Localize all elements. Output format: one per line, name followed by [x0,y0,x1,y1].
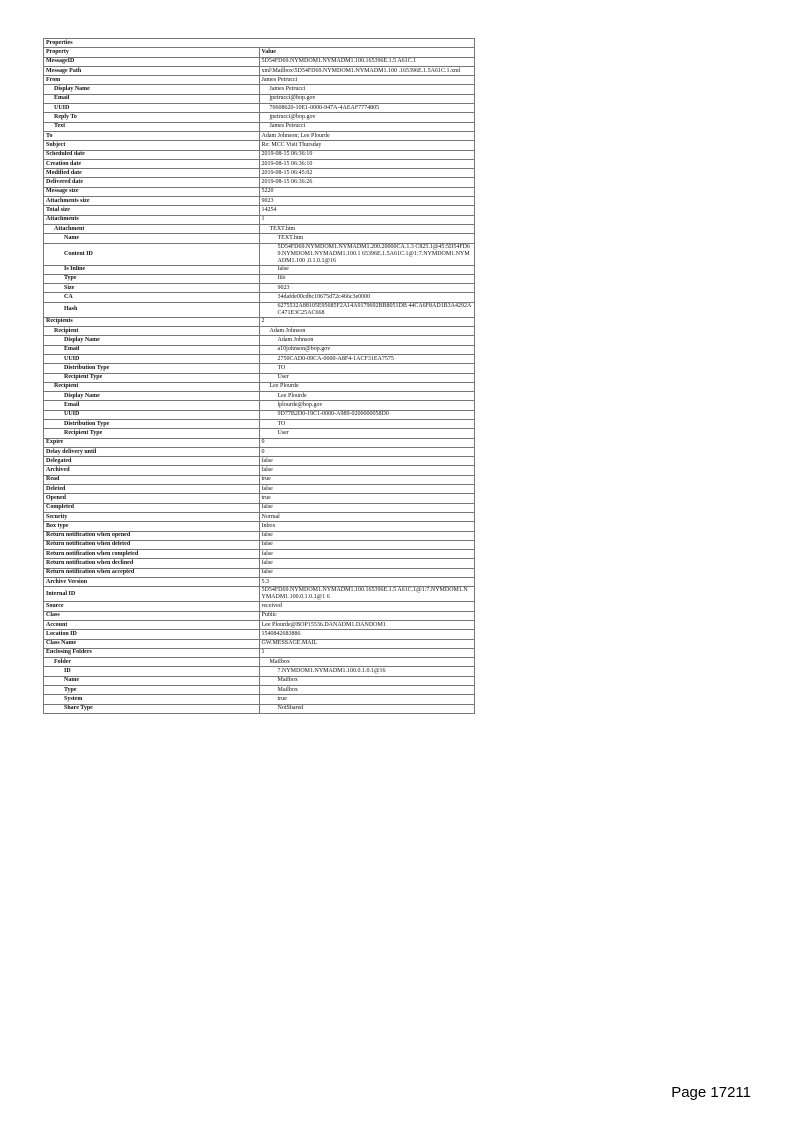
table-row [44,159,475,168]
property-key: Message Path [44,66,260,75]
table-row [44,284,475,293]
table-row [44,503,475,512]
table-row [44,438,475,447]
table-row [44,392,475,401]
table-row [44,131,475,140]
property-value: lplourde@bop.gov [259,401,475,410]
table-row [44,243,475,265]
table-row [44,94,475,103]
table-row [44,234,475,243]
property-value: GW.MESSAGE.MAIL [259,639,475,648]
property-key: Read [44,475,260,484]
property-key: Source [44,602,260,611]
property-value: User [259,373,475,382]
property-key: Return notification when accepted [44,568,260,577]
property-value: false [259,550,475,559]
table-row [44,676,475,685]
property-key: Attachments size [44,197,260,206]
table-row [44,485,475,494]
property-value: 9023 [259,197,475,206]
property-key: CA [44,293,260,302]
property-key: To [44,131,260,140]
property-key: From [44,76,260,85]
property-value: User [259,429,475,438]
property-key: Internal ID [44,587,260,602]
header-property: Property [44,48,260,57]
table-row [44,169,475,178]
property-key: Delegated [44,457,260,466]
property-value: TEXT.htm [259,234,475,243]
property-key: Opened [44,494,260,503]
property-key: Distribution Type [44,364,260,373]
header-value: Value [259,48,475,57]
property-value: Mailbox [259,676,475,685]
property-value: 5D54FD69.NYMDOM1.NYMADM1.200.20000CA.1.3 C825.1@45:5D54FD69.NYMDOM1.NYMADM1.100.1 65396E.1.5A61C.1@1:7.NYMDOM1.NYMADM1.100 .0.1.0.1@16 [259,243,475,265]
table-row [44,197,475,206]
property-value: Public [259,611,475,620]
property-value: 2019-08-15 06:36:10 [259,150,475,159]
table-title: Properties [44,39,475,48]
property-key: Security [44,512,260,521]
property-key: Creation date [44,159,260,168]
property-key: Return notification when declined [44,559,260,568]
property-key: Display Name [44,392,260,401]
property-value: false [259,531,475,540]
table-row [44,150,475,159]
table-row [44,630,475,639]
property-key: Account [44,620,260,629]
property-key: Attachment [44,224,260,233]
property-value: 9D77B2D0-19C1-0000-A989-0200000058D0 [259,410,475,419]
property-value: false [259,466,475,475]
table-row [44,122,475,131]
table-row [44,457,475,466]
table-row [44,382,475,391]
property-value: James Petrucci [259,76,475,85]
page-number: Page 17211 [671,1084,751,1101]
property-value: 5220 [259,187,475,196]
property-key: Distribution Type [44,419,260,428]
table-row [44,354,475,363]
property-key: Content ID [44,243,260,265]
table-row [44,410,475,419]
property-value: TO [259,364,475,373]
table-row [44,611,475,620]
table-row [44,293,475,302]
table-row [44,336,475,345]
table-row [44,327,475,336]
property-key: UUID [44,354,260,363]
property-value: Normal [259,512,475,521]
properties-table [43,38,475,714]
property-value: James Petrucci [259,85,475,94]
property-key: Attachments [44,215,260,224]
property-key: Email [44,94,260,103]
property-key: Box type [44,522,260,531]
table-row [44,57,475,66]
property-value: a10johnson@bop.gov [259,345,475,354]
property-key: Display Name [44,85,260,94]
property-key: Email [44,401,260,410]
table-row [44,602,475,611]
property-key: Completed [44,503,260,512]
table-row [44,66,475,75]
table-row [44,113,475,122]
property-value: false [259,485,475,494]
property-key: Scheduled date [44,150,260,159]
table-row [44,512,475,521]
property-key: Delivered date [44,178,260,187]
property-key: Hash [44,302,260,317]
property-value: jpetrucci@bop.gov [259,113,475,122]
property-key: Class Name [44,639,260,648]
table-row [44,274,475,283]
property-key: Return notification when opened [44,531,260,540]
property-value: true [259,475,475,484]
property-value: 1 [259,215,475,224]
property-value: 1 [259,648,475,657]
table-row [44,401,475,410]
property-key: Archive Version [44,578,260,587]
table-row [44,178,475,187]
property-key: Name [44,234,260,243]
property-key: Name [44,676,260,685]
property-value: 2019-08-15 06:45:02 [259,169,475,178]
property-key: Location ID [44,630,260,639]
property-key: Subject [44,141,260,150]
table-row [44,540,475,549]
property-key: Reply To [44,113,260,122]
property-value: TEXT.htm [259,224,475,233]
property-value: file [259,274,475,283]
property-value: 34dafde00cdbc10675d72c466c3e0000 [259,293,475,302]
property-key: Return notification when completed [44,550,260,559]
property-value: false [259,265,475,274]
table-row [44,466,475,475]
table-row [44,695,475,704]
property-value: 2 [259,317,475,326]
table-row [44,447,475,456]
table-row [44,587,475,602]
property-value: 6275532A88105E95685F2A14A9179692BB8051DB 44CA6F8AD1B3A4292AC471E3C25AC668 [259,302,475,317]
table-row [44,475,475,484]
table-row [44,639,475,648]
property-value: Lee Plourde@BOP15536.DANADM1.DANDOM1 [259,620,475,629]
table-row [44,648,475,657]
property-value: Lee Plourde [259,392,475,401]
property-key: Recipient Type [44,429,260,438]
property-value: false [259,559,475,568]
table-row [44,215,475,224]
table-row [44,141,475,150]
property-value: 1540842683886 [259,630,475,639]
property-value: true [259,494,475,503]
table-row [44,206,475,215]
table-title-row [44,39,475,48]
property-key: Total size [44,206,260,215]
property-key: Delay delivery until [44,447,260,456]
property-key: Expire [44,438,260,447]
property-value: Adam Johnson [259,336,475,345]
property-value: true [259,695,475,704]
table-row [44,419,475,428]
property-value: TO [259,419,475,428]
table-row [44,704,475,713]
property-value: 0 [259,438,475,447]
property-value: Mailbox [259,686,475,695]
property-value: Mailbox [259,658,475,667]
properties-table-body [44,39,475,714]
table-row [44,302,475,317]
property-value: NotShared [259,704,475,713]
table-row [44,76,475,85]
property-key: Text [44,122,260,131]
property-value: 5.3 [259,578,475,587]
property-value: 2019-08-15 06:36:10 [259,159,475,168]
property-value: 5D54FD69.NYMDOM1.NYMADM1.100.165396E.1.5 A61C.1@1:7.NYMDOM1.NYMADM1.100.0.1.0.1@1 6 [259,587,475,602]
property-value: xml\Mailbox\5D54FD69.NYMDOM1.NYMADM1.100 .165396E.1.5A61C.1.xml [259,66,475,75]
table-row [44,429,475,438]
table-row [44,559,475,568]
property-key: Modified date [44,169,260,178]
property-key: Recipient Type [44,373,260,382]
property-value: false [259,457,475,466]
property-key: Type [44,274,260,283]
property-key: Return notification when deleted [44,540,260,549]
property-value: false [259,503,475,512]
table-row [44,265,475,274]
property-key: UUID [44,410,260,419]
table-row [44,568,475,577]
property-value: James Petrucci [259,122,475,131]
property-value: 2019-08-15 06:36:26 [259,178,475,187]
property-key: ID [44,667,260,676]
property-key: Display Name [44,336,260,345]
property-key: Is Inline [44,265,260,274]
table-row [44,85,475,94]
property-value: Lee Plourde [259,382,475,391]
table-header-row [44,48,475,57]
property-value: 70608620-10E1-0000-947A-4AEAF7774805 [259,104,475,113]
table-row [44,686,475,695]
table-row [44,620,475,629]
property-value: received [259,602,475,611]
table-row [44,550,475,559]
property-value: Re: MCC Visit Thursday [259,141,475,150]
property-key: Email [44,345,260,354]
property-value: jpetrucci@bop.gov [259,94,475,103]
table-row [44,364,475,373]
property-key: Recipients [44,317,260,326]
table-row [44,317,475,326]
property-key: Message size [44,187,260,196]
table-row [44,578,475,587]
property-key: Enclosing Folders [44,648,260,657]
property-key: MessageID [44,57,260,66]
property-value: 5D54FD69.NYMDOM1.NYMADM1.100.165396E.1.5 A61C.1 [259,57,475,66]
property-value: false [259,568,475,577]
property-key: UUID [44,104,260,113]
property-value: Adam Johnson [259,327,475,336]
table-row [44,658,475,667]
property-key: Size [44,284,260,293]
property-value: 7.NYMDOM1.NYMADM1.100.0.1.0.1@16 [259,667,475,676]
table-row [44,224,475,233]
property-value: 14254 [259,206,475,215]
property-key: Type [44,686,260,695]
table-row [44,667,475,676]
property-key: Archived [44,466,260,475]
table-row [44,494,475,503]
table-row [44,345,475,354]
table-row [44,104,475,113]
property-value: 9023 [259,284,475,293]
property-key: Deleted [44,485,260,494]
property-key: Recipient [44,327,260,336]
property-value: 2750CAD0-09CA-0000-A8F4-1ACF31EA7575 [259,354,475,363]
property-key: Recipient [44,382,260,391]
property-value: Inbox [259,522,475,531]
property-value: Adam Johnson; Lee Plourde [259,131,475,140]
table-row [44,531,475,540]
table-row [44,187,475,196]
property-key: Class [44,611,260,620]
property-key: Share Type [44,704,260,713]
table-row [44,522,475,531]
property-key: Folder [44,658,260,667]
property-value: false [259,540,475,549]
property-value: 0 [259,447,475,456]
table-row [44,373,475,382]
property-key: System [44,695,260,704]
